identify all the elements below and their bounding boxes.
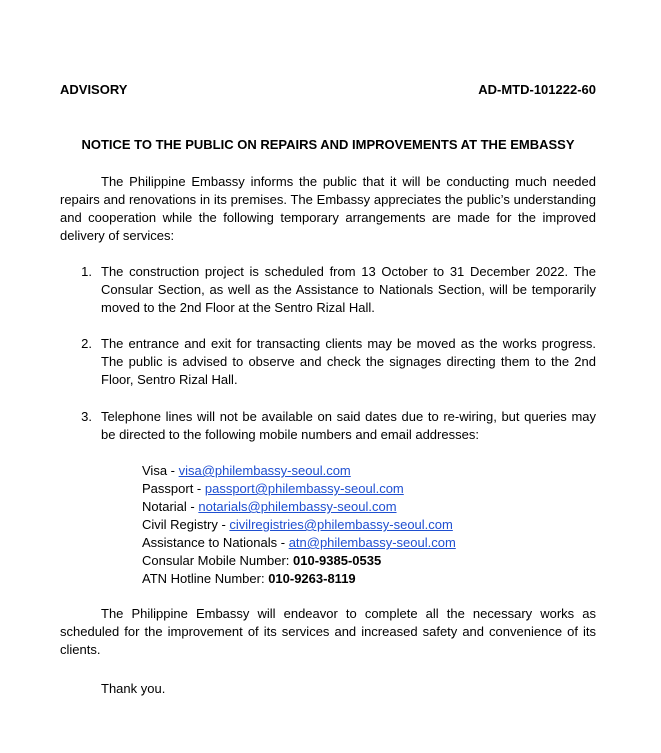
- contact-label: Civil Registry -: [142, 517, 230, 532]
- visa-email-link[interactable]: visa@philembassy-seoul.com: [178, 463, 351, 478]
- list-item: [60, 335, 596, 389]
- contact-notarial: [142, 498, 562, 516]
- document-header: [60, 82, 596, 98]
- contact-visa: [142, 462, 562, 480]
- notice-title: NOTICE TO THE PUBLIC ON REPAIRS AND IMPROVEMENTS AT THE EMBASSY: [81, 137, 575, 152]
- thank-you-line: Thank you.: [101, 681, 166, 696]
- reference-number: AD-MTD-101222-60: [478, 82, 596, 97]
- consular-mobile-line: [142, 552, 562, 570]
- list-item-text: The entrance and exit for transacting clients may be moved as the works progress. The public is advised to observe and check the signages directing them to the 2nd Floor, Sentro Rizal Hall.: [101, 336, 596, 387]
- list-item: [60, 263, 596, 317]
- notarial-email-link[interactable]: notarials@philembassy-seoul.com: [198, 499, 397, 514]
- contact-label: Visa -: [142, 463, 179, 478]
- list-item: [60, 408, 596, 444]
- contact-civil-registry: [142, 516, 562, 534]
- closing-paragraph: The Philippine Embassy will endeavor to complete all the necessary works as scheduled for the improvement of its services and increased safety and convenience of its clients.: [60, 606, 596, 657]
- contact-label: Assistance to Nationals -: [142, 535, 289, 550]
- passport-email-link[interactable]: passport@philembassy-seoul.com: [204, 481, 404, 496]
- contact-atn: [142, 534, 562, 552]
- list-item-text: The construction project is scheduled from 13 October to 31 December 2022. The Consular Section, as well as the Assistance to Nationals Section, will be temporarily moved to the 2nd Floor at the Sentro Rizal Hall.: [101, 264, 596, 315]
- advisory-label: ADVISORY: [60, 82, 128, 97]
- atn-hotline-line: [142, 570, 562, 588]
- civil-registry-email-link[interactable]: civilregistries@philembassy-seoul.com: [229, 517, 453, 532]
- intro-paragraph: The Philippine Embassy informs the public that it will be conducting much needed repairs and renovations in its premises. The Embassy appreciates the public’s understanding and cooperation while the following temporary arrangements are made for the improved delivery of services:: [60, 174, 596, 243]
- contact-label: Passport -: [142, 481, 205, 496]
- consular-mobile-number: 010-9385-0535: [293, 553, 382, 568]
- list-item-number: 2.: [81, 336, 92, 351]
- atn-hotline-number: 010-9263-8119: [268, 571, 356, 586]
- list-item-number: 3.: [81, 409, 92, 424]
- phone-label: ATN Hotline Number:: [142, 571, 269, 586]
- contact-passport: [142, 480, 562, 498]
- list-item-number: 1.: [81, 264, 92, 279]
- contact-label: Notarial -: [142, 499, 199, 514]
- phone-label: Consular Mobile Number:: [142, 553, 294, 568]
- contact-list: [142, 462, 562, 588]
- list-item-text: Telephone lines will not be available on said dates due to re-wiring, but queries may be directed to the following mobile numbers and email addresses:: [101, 409, 596, 442]
- atn-email-link[interactable]: atn@philembassy-seoul.com: [288, 535, 456, 550]
